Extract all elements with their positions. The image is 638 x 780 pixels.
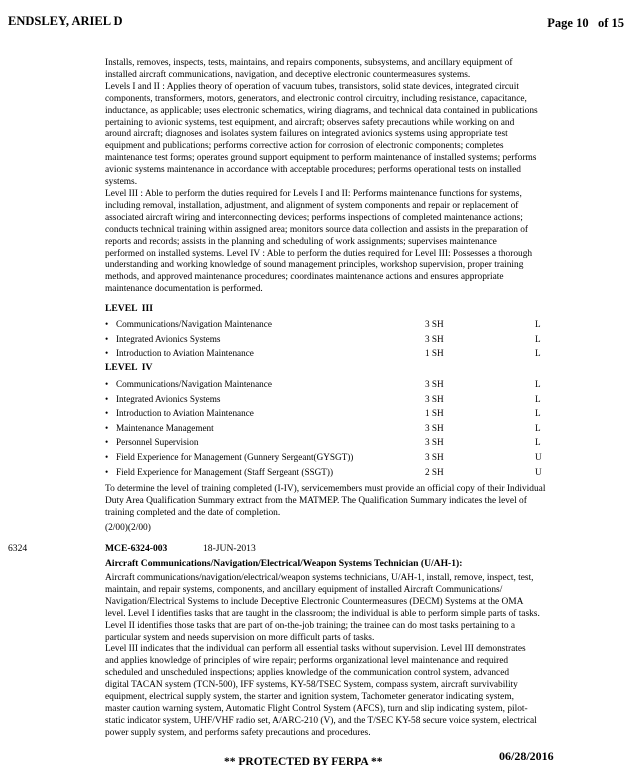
text-line: maintenance test forms; operates ground support equipment to perform maintenance of installed systems; performs bbox=[105, 153, 537, 164]
level-iii-course-list bbox=[105, 317, 555, 361]
course-hours: 2 SH bbox=[425, 466, 444, 477]
course-hours: 3 SH bbox=[425, 451, 444, 462]
course-row bbox=[105, 421, 555, 436]
course-hours: 1 SH bbox=[425, 348, 444, 359]
text-line: master caution warning system, Automatic Flight Control System (AFCS), turn and slip indicating system, pilot- bbox=[105, 703, 528, 714]
bullet-icon: • bbox=[105, 333, 109, 344]
course-name: Introduction to Aviation Maintenance bbox=[116, 408, 254, 419]
course-hours: 3 SH bbox=[425, 333, 444, 344]
course-hours: 3 SH bbox=[425, 379, 444, 389]
entry-title: Aircraft Communications/Navigation/Electrical/Weapon Systems Technician (U/AH-1): bbox=[105, 558, 463, 569]
text-line: understanding and working knowledge of sound management principles, workshop supervision, proper training bbox=[105, 260, 524, 271]
course-level: L bbox=[535, 379, 541, 389]
course-name: Communications/Navigation Maintenance bbox=[116, 379, 272, 389]
bullet-icon: • bbox=[105, 437, 109, 448]
course-row bbox=[105, 346, 555, 361]
text-line: inductance, as applicable; uses electronic schematics, wiring diagrams, and technical data contained in publications bbox=[105, 105, 538, 116]
text-line: methods, and approved maintenance procedures; coordinates maintenance actions and ensures appropriate bbox=[105, 272, 504, 283]
course-level: U bbox=[535, 466, 542, 477]
text-line: Duty Area Qualification Summary extract from the MATMEP. The Qualification Summary indicates the level of bbox=[105, 495, 527, 506]
text-line: avionic systems maintenance in accordance with acceptable procedures; performs operational tests on installed bbox=[105, 165, 521, 176]
course-level: L bbox=[535, 422, 541, 433]
bullet-icon: • bbox=[105, 408, 109, 419]
course-name: Maintenance Management bbox=[116, 422, 214, 433]
dates-note: (2/00)(2/00) bbox=[105, 523, 151, 533]
course-name: Integrated Avionics Systems bbox=[116, 393, 221, 404]
text-line: maintain, and repair systems, components, and ancillary equipment of installed Aircraft Communications/ bbox=[105, 584, 503, 595]
text-line: Levels I and II : Applies theory of operation of vacuum tubes, transistors, solid state devices, integrated circuit bbox=[105, 81, 519, 92]
text-line: maintenance documentation is performed. bbox=[105, 284, 263, 295]
text-line: Level III : Able to perform the duties required for Levels I and II: Performs maintenance functions for systems, bbox=[105, 188, 522, 199]
course-row bbox=[105, 406, 555, 421]
text-line: equipment and publications; performs corrective action for corrosion of electronic components; completes bbox=[105, 141, 504, 152]
course-level: L bbox=[535, 333, 541, 344]
text-line: scheduled and unscheduled inspections; applies knowledge of the communication control system, advanced bbox=[105, 668, 510, 679]
course-hours: 3 SH bbox=[425, 319, 444, 329]
course-level: L bbox=[535, 319, 541, 329]
text-line: training completed and the date of completion. bbox=[105, 507, 281, 518]
text-line: and applies knowledge of principles of wire repair; performs organizational level maintenance and required bbox=[105, 656, 509, 667]
entry-number: 6324 bbox=[8, 543, 28, 554]
course-hours: 3 SH bbox=[425, 422, 444, 433]
text-line: To determine the level of training completed (I-IV), servicemembers must provide an official copy of their Individual bbox=[105, 484, 546, 494]
course-name: Integrated Avionics Systems bbox=[116, 333, 221, 344]
course-level: L bbox=[535, 437, 541, 448]
text-line: conducts technical training within assigned area; monitors source data collection and assists in the preparation of bbox=[105, 224, 529, 235]
level-iv-course-list bbox=[105, 377, 555, 479]
level-iii-heading: LEVEL III bbox=[105, 303, 153, 314]
qualification-note bbox=[105, 484, 555, 520]
entry-description bbox=[105, 573, 555, 740]
course-hours: 3 SH bbox=[425, 437, 444, 448]
level-iv-heading: LEVEL IV bbox=[105, 362, 153, 373]
text-line: pertaining to avionic systems, test equipment, and aircraft; observes safety precautions while working on and bbox=[105, 117, 515, 128]
course-name: Introduction to Aviation Maintenance bbox=[116, 348, 254, 359]
text-line: equipment, electrical supply system, the starter and ignition system, Tachometer generator indicating system, bbox=[105, 692, 514, 703]
course-row bbox=[105, 435, 555, 450]
text-line: Aircraft communications/navigation/electrical/weapon systems technicians, U/AH-1, install, remove, inspect, test, bbox=[105, 573, 534, 583]
course-row bbox=[105, 332, 555, 347]
course-name: Field Experience for Management (Gunnery Sergeant(GYSGT)) bbox=[116, 451, 354, 462]
text-line: particular system and needs supervision on more difficult parts of tasks. bbox=[105, 632, 375, 643]
course-hours: 3 SH bbox=[425, 393, 444, 404]
text-line: components, transformers, motors, generators, and electronic control circuitry, including resistance, capacitance, bbox=[105, 93, 527, 104]
course-name: Communications/Navigation Maintenance bbox=[116, 319, 272, 329]
text-line: static indicator system, UHF/VHF radio set, A/ARC-210 (V), and the T/SEC KY-58 secure voice system, electrical bbox=[105, 715, 537, 726]
course-level: L bbox=[535, 348, 541, 359]
bullet-icon: • bbox=[105, 379, 109, 389]
ferpa-notice: ** PROTECTED BY FERPA ** bbox=[224, 756, 383, 768]
course-level: L bbox=[535, 393, 541, 404]
course-name: Field Experience for Management (Staff Sergeant (SSGT)) bbox=[116, 466, 334, 477]
text-line: performed on installed systems. Level IV : Able to perform the duties required for Level III: Possesses a thorough bbox=[105, 248, 533, 259]
text-line: associated aircraft wiring and interconnecting devices; performs inspections of completed maintenance actions; bbox=[105, 212, 523, 223]
course-row bbox=[105, 392, 555, 407]
course-row bbox=[105, 465, 555, 480]
student-name: ENDSLEY, ARIEL D bbox=[8, 14, 123, 28]
course-level: U bbox=[535, 451, 542, 462]
bullet-icon: • bbox=[105, 393, 109, 404]
course-hours: 1 SH bbox=[425, 408, 444, 419]
course-row bbox=[105, 377, 555, 392]
bullet-icon: • bbox=[105, 466, 109, 477]
text-line: Installs, removes, inspects, tests, maintains, and repairs components, subsystems, and ancillary equipment of bbox=[105, 58, 513, 68]
text-line: power supply system, and performs safety precautions and procedures. bbox=[105, 727, 371, 738]
text-line: level. Level I identifies tasks that are taught in the classroom; the individual is able to perform simple parts of tasks. bbox=[105, 608, 540, 619]
entry-date: 18-JUN-2013 bbox=[203, 543, 256, 554]
text-line: systems. bbox=[105, 177, 138, 188]
text-line: reports and records; assists in the planning and scheduling of work assignments; supervises maintenance bbox=[105, 236, 497, 247]
text-line: around aircraft; diagnoses and isolates system failures on integrated avionics systems using appropriate test bbox=[105, 129, 508, 140]
text-line: including removal, installation, adjustment, and alignment of system components and repair or replacement of bbox=[105, 200, 519, 211]
bullet-icon: • bbox=[105, 319, 109, 329]
bullet-icon: • bbox=[105, 422, 109, 433]
course-name: Personnel Supervision bbox=[116, 437, 199, 448]
text-line: installed aircraft communications, navigation, and deceptive electronic countermeasures systems. bbox=[105, 69, 471, 80]
text-line: Level II identifies those tasks that are part of on-the-job training; the trainee can do most tasks pertaining to a bbox=[105, 620, 516, 631]
text-line: Navigation/Electrical Systems to include Deceptive Electronic Countermeasures (DECM) Systems at the OMA bbox=[105, 596, 524, 607]
course-row bbox=[105, 450, 555, 465]
bullet-icon: • bbox=[105, 451, 109, 462]
bullet-icon: • bbox=[105, 348, 109, 359]
entry-code: MCE-6324-003 bbox=[105, 543, 168, 554]
course-row bbox=[105, 317, 555, 332]
course-level: L bbox=[535, 408, 541, 419]
text-line: Level III indicates that the individual can perform all essential tasks without supervision. Level III demonstrates bbox=[105, 644, 526, 655]
print-date: 06/28/2016 bbox=[499, 749, 554, 763]
page-number: Page 10 of 15 bbox=[547, 16, 624, 30]
course-description bbox=[105, 58, 555, 296]
text-line: digital TACAN system (TCN-500), IFF systems, KY-58/TSEC System, compass system, aircraft survivability bbox=[105, 680, 518, 691]
